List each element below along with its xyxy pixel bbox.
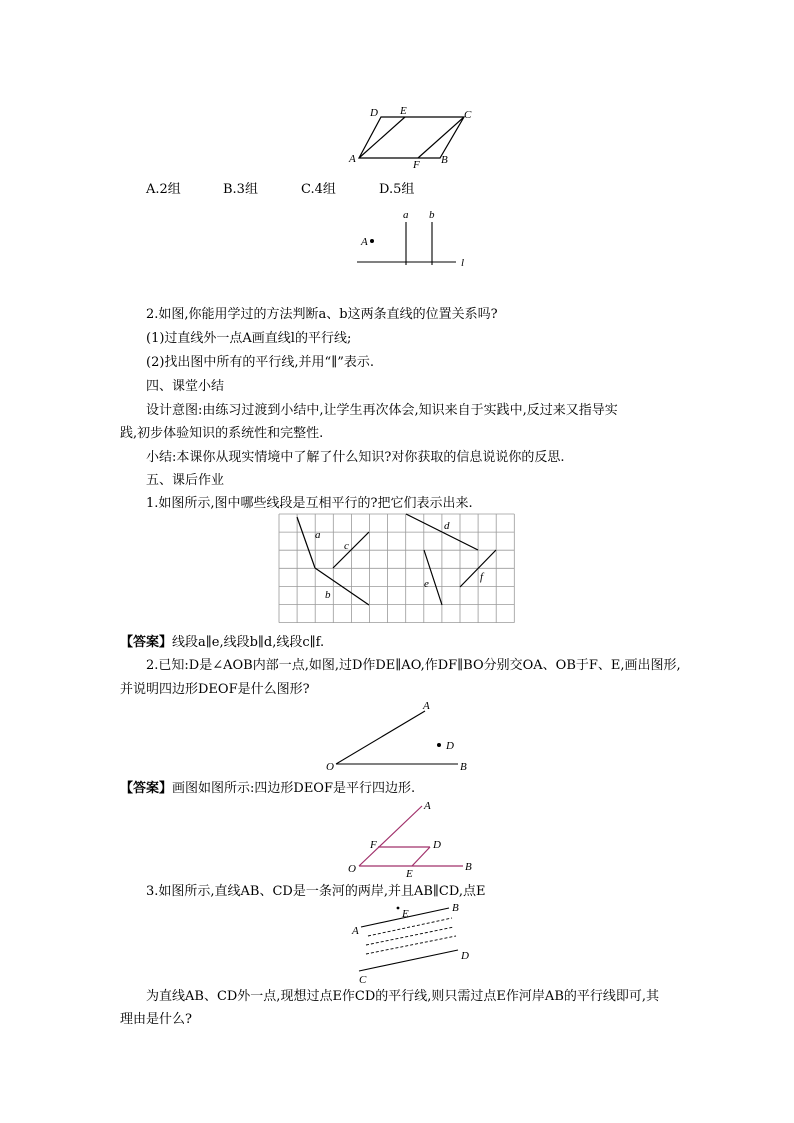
parallelogram-shape [359, 117, 464, 158]
answer-figure [340, 800, 480, 878]
parallelogram-diagonal [359, 117, 405, 158]
parallelogram-diagonal [418, 117, 464, 158]
point-a-dot [370, 239, 374, 243]
hw2-line1: 2.已知:D是∠AOB内部一点,如图,过D作DE∥AO,作DF∥BO分别交OA、OB于F、E,画出图形, [146, 658, 681, 673]
grid-figure [276, 511, 518, 627]
choice-b: B.3组 [223, 182, 258, 197]
summary-text: 小结:本课你从现实情境中了解了什么知识?对你获取的信息说说你的反思. [146, 450, 565, 465]
point-label: A [352, 925, 359, 937]
point-label: D [446, 740, 454, 752]
line-cd [359, 950, 458, 971]
section-title: 四、课堂小结 [146, 379, 225, 394]
design-line1: 设计意图:由练习过渡到小结中,让学生再次体会,知识来自于实践中,反过来又指导实 [146, 403, 618, 418]
q2-question: 2.如图,你能用学过的方法判断a、b这两条直线的位置关系吗? [146, 307, 498, 322]
point-label: A [361, 236, 368, 248]
point-label: D [433, 839, 441, 851]
segment-a [297, 517, 315, 568]
choice-d: D.5组 [379, 182, 415, 197]
section-title: 五、课后作业 [146, 473, 225, 488]
river-dash [366, 927, 454, 945]
hw2-line2: 并说明四边形DEOF是什么图形? [120, 682, 310, 697]
point-label: F [413, 159, 420, 171]
line-label: b [429, 209, 435, 221]
hw3-line1: 3.如图所示,直线AB、CD是一条河的两岸,并且AB∥CD,点E [146, 884, 486, 899]
point-label: A [423, 700, 430, 712]
angle-figure [320, 695, 480, 775]
segment-label: f [480, 571, 484, 583]
point-label: B [465, 861, 472, 873]
answer-tag: 【答案】 [120, 781, 173, 796]
q2-part1: (1)过直线外一点A画直线l的平行线; [146, 331, 352, 346]
point-label: B [452, 902, 459, 914]
river-dash [366, 936, 456, 954]
hw3-line2: 为直线AB、CD外一点,现想过点E作CD的平行线,则只需过点E作河岸AB的平行线即可,其 [146, 989, 659, 1004]
hw3-line3: 理由是什么? [120, 1012, 192, 1027]
q2-part2: (2)找出图中所有的平行线,并用“∥”表示. [146, 355, 374, 370]
design-line2: 践,初步体验知识的系统性和完整性. [120, 426, 324, 441]
point-label: E [406, 868, 413, 880]
hw1-answer [120, 634, 324, 652]
point-e-dot [397, 907, 400, 910]
line-label: a [403, 209, 409, 221]
point-label: O [348, 863, 356, 875]
parallelogram-figure [340, 100, 480, 175]
segment-label: a [315, 529, 321, 541]
answer-text: 画图如图所示:四边形DEOF是平行四边形. [172, 781, 416, 796]
segment-label: c [344, 540, 349, 552]
point-label: B [441, 154, 448, 166]
line-label: l [461, 257, 465, 269]
segment-de [412, 847, 430, 866]
parallel-lines-figure [350, 205, 475, 270]
choice-a: A.2组 [146, 182, 181, 197]
point-label: C [464, 109, 472, 121]
point-d-dot [437, 743, 441, 747]
river-dash [368, 918, 452, 936]
point-label: E [400, 105, 407, 117]
ray-oa [336, 711, 425, 764]
segment-label: b [325, 589, 331, 601]
point-label: C [359, 974, 367, 986]
hw2-answer [120, 780, 415, 798]
choice-c: C.4组 [301, 182, 336, 197]
point-label: A [424, 800, 431, 812]
segment-label: d [444, 520, 450, 532]
point-label: O [326, 761, 334, 773]
hw1-question: 1.如图所示,图中哪些线段是互相平行的?把它们表示出来. [146, 496, 473, 511]
point-label: B [460, 761, 467, 773]
answer-tag: 【答案】 [120, 635, 173, 650]
ray-oa [359, 806, 422, 866]
answer-text: 线段a∥e,线段b∥d,线段c∥f. [172, 635, 325, 650]
segment-label: e [424, 578, 429, 590]
point-label: E [402, 908, 409, 920]
point-label: D [461, 950, 469, 962]
river-figure [345, 898, 475, 988]
point-label: D [370, 107, 378, 119]
point-label: F [370, 839, 377, 851]
point-label: A [349, 153, 356, 165]
